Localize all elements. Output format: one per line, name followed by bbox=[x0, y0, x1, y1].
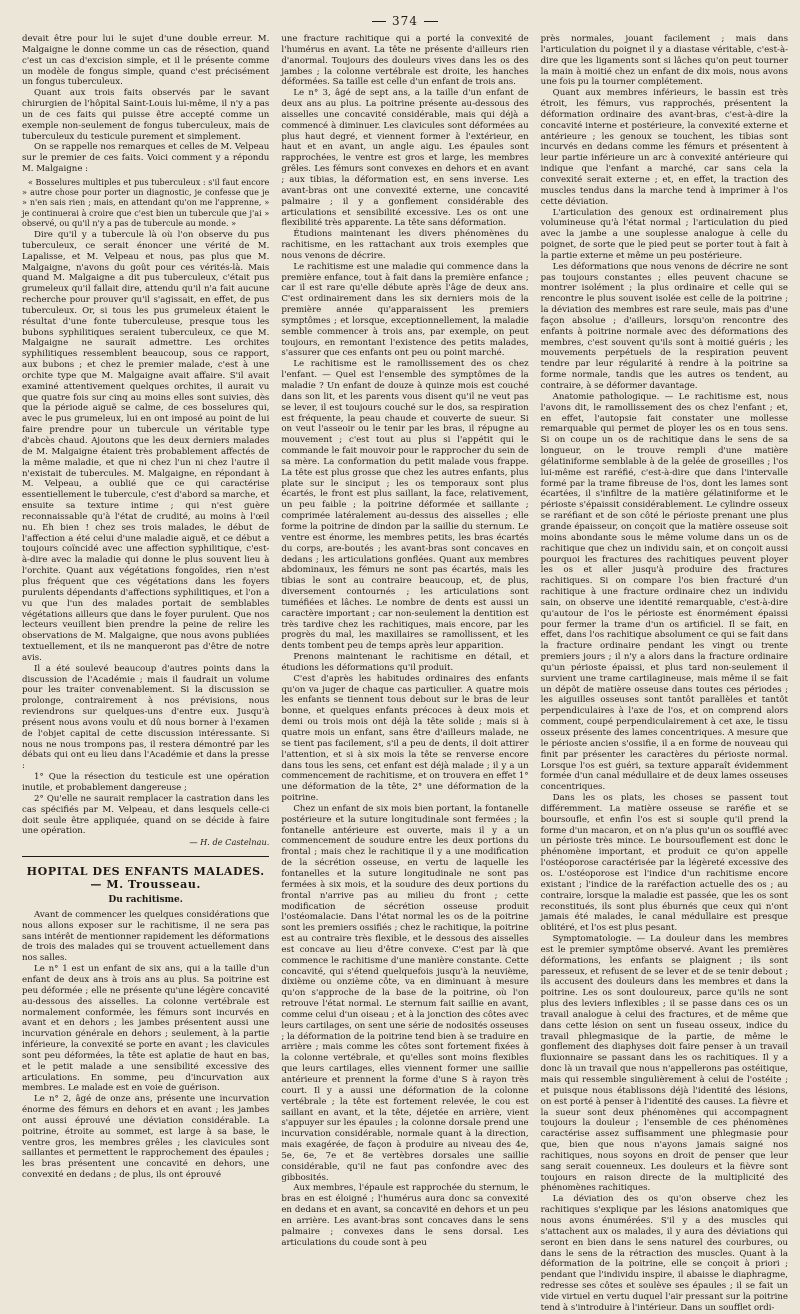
paragraph: Le rachitisme est le ramollissement des os chez l'enfant. — Quel est l'ensemble des symptômes de la maladie ? Un enfant de douze à quinze mois est couché dans son lit, et les parents vous disent qu'il ne veut pas se lever, il est toujours couché sur le dos, sa respiration est fréquente, la peau chaude et couverte de sueur. Si on veut l'asseoir ou le tenir par les bras, il répugne au mouvement ; c'est tout au plus si l'appétit qui le commande le fait mouvoir pour le rapprocher du sein de sa mère. La conformation du petit malade vous frappe. La tête est plus grosse que chez les autres enfants, plus plate sur le sinciput ; les os temporaux sont plus écartés, le front est plus saillant, la face, relativement, un peu faible ; la poitrine déformée et saillante ; comprimée latéralement au-dessus des aisselles ; elle forme la poitrine de dindon par la saillie du sternum. Le ventre est énorme, les membres petits, les bras écartés du corps, are-boutés ; les avant-bras sont concaves en dedans ; les articulations gonflées. Quant aux membres abdominaux, les fémurs ne sont pas écartés, mais les tibias le sont au contraire beaucoup, et, de plus, diversement contournés ; les articulations sont tuméfiées et lâches. Le nombre de dents est aussi un caractère important ; car non-seulement la dentition est très tardive chez les rachitiques, mais encore, par les progrès du mal, les maxillaires se ramollissent, et les dents tombent peu de temps après leur apparition. bbox=[281, 359, 529, 652]
paragraph: Dans les os plats, les choses se passent tout différemment. La matière osseuse se raréfie et se boursoufle, et enfin l'os est si souple qu'il prend la forme d'un macaron, et on n'a plus qu'un os soufflé avec un périoste très mince. Le boursouflement est donc le phénomène important, et produit ce qu'on appelle l'ostéoporose caractérisée par la légèreté excessive des os. L'ostéoporose est l'indice d'un rachitisme encore existant ; l'indice de la raréfaction actuelle des os ; au contraire, lorsque la maladie est passée, que les os sont reconstitués, ils sont plus éburnés que ceux qui n'ont jamais été malades, le canal médullaire est presque oblitéré, et l'os est plus pesant. bbox=[540, 793, 788, 934]
section-subtitle: Du rachitisme. bbox=[108, 895, 183, 906]
paragraph: Anatomie pathologique. — Le rachitisme est, nous l'avons dit, le ramollissement des os chez l'enfant ; et, en effet, l'autopsie fait constater une mollesse remarquable qui permet de ployer les os en tous sens. Si on coupe un os de rachitique dans le sens de sa longueur, on le trouve rempli d'une matière gélatiniforme semblable à de la gelée de groseilles ; l'os lui-même est raréfié, c'est-à-dire que dans l'intervalle formé par la trame fibreuse de l'os, dont les lames sont écartées, il s'infiltre de la matière gélatiniforme et le périoste s'épaissit considérablement. Le cylindre osseux se raréfiant et de son côté le périoste prenant une plus grande épaisseur, on conçoit que la matière osseuse soit moins abondante sous le même volume dans un os de rachitique que chez un individu sain, et on conçoit aussi pourquoi les fractures des rachitiques peuvent ployer les os et aller jusqu'à produire des fractures rachitiques. Si on compare l'os bien fracturé d'un rachitique à une fracture ordinaire chez un individu sain, on observe une identité remarquable, c'est-à-dire qu'autour de l'os le périoste est énormément épaissi pour fermer la trame d'un os artificiel. Il se fait, en effet, dans l'os rachitique absolument ce qui se fait dans la fracture ordinaire pendant les vingt ou trente premiers jours ; il n'y a alors dans la fracture ordinaire qu'un périoste épaissi, et plus tard non-seulement il survient une trame cartilagineuse, mais même il se fait un dépôt de matière osseuse dans toutes ces périodes ; les aiguilles osseuses sont tantôt parallèles et tantôt perpendiculaires à l'axe de l'os, et on comprend alors comment, coupé perpendiculairement à cet axe, le tissu osseux présente des lames concentriques. A mesure que le périoste ancien s'ossifie, il a en forme de nouveau qui finit par présenter les caractères du périoste normal. Lorsque l'os est guéri, sa texture apparaît évidemment formée d'un canal médullaire et de deux lames osseuses concentriques. bbox=[540, 391, 788, 793]
paragraph: Le n° 1 est un enfant de six ans, qui a la taille d'un enfant de deux ans à trois ans au plus. Sa poitrine est peu déformée ; elle ne présente qu'une légère concavité au-dessous des aisselles. La colonne vertébrale est normalement conformée, les fémurs sont incurvés en avant et en dehors ; les jambes présentent aussi une incurvation générale en dehors ; seulement, à la partie inférieure, la convexité se porte en avant ; les clavicules sont peu déformées, la tête est aplatie de haut en bas, et le petit malade a une sensibilité excessive des articulations. En somme, peu d'incurvation aux membres. Le malade est en voie de guérison. bbox=[22, 964, 270, 1094]
paragraph: Avant de commencer les quelques considérations que nous allons exposer sur le rachitisme, il ne sera pas sans intérêt de mentionner rapidement les déformations de trois des malades qui se trouvent actuellement dans nos salles. bbox=[22, 909, 270, 964]
paragraph: Chez un enfant de six mois bien portant, la fontanelle postérieure et la suture longitudinale sont fermées ; la fontanelle antérieure est ouverte, mais il y a un commencement de soudure entre les deux portions du frontal ; mais chez le rachitique il y a une modification de la sécrétion osseuse, en vertu de laquelle les fontanelles et la suture longitudinale ne sont pas fermées à six mois, et la soudure des deux portions du frontal n'arrive pas au milieu du front ; cette modification de sécrétion osseuse produit l'ostéomalacie. Dans l'état normal les os de la poitrine sont les premiers ossifiés ; chez le rachitique, la poitrine est au contraire très flexible, et le dessous des aisselles est concave au lieu d'être convexe. C'est par là que commence le rachitisme d'une manière constante. Cette concavité, qui s'étend quelquefois jusqu'à la neuvième, dixième ou onzième côte, va en diminuant à mesure qu'on s'approche de la base de la poitrine, où l'on retrouve l'état normal. Le sternum fait saillie en avant, comme celui d'un oiseau ; et à la jonction des côtes avec leurs cartilages, on sent une série de nodosités osseuses ; la déformation de la poitrine tend bien à se traduire en arrière ; mais comme les côtes sont fortement fixées à la colonne vertébrale, et qu'elles sont moins flexibles que leurs cartilages, elles viennent former une saillie antérieure et prennent la forme d'une S à rayon très court. Il y a aussi une déformation de la colonne vertébrale ; la tête est fortement relevée, le cou est saillant en avant, et la tête, déjetée en arrière, vient s'appuyer sur les épaules ; la colonne dorsale prend une incurvation considérable, normale quant à la direction, mais exagérée, de façon à produire au niveau des 4e, 5e, 6e, 7e et 8e vertèbres dorsales une saillie considérable, qu'il ne faut pas confondre avec des gibbosités. bbox=[281, 803, 529, 1183]
paragraph: Le n° 3, âgé de sept ans, a la taille d'un enfant de deux ans au plus. La poitrine présente au-dessous des aisselles une concavité considérable, mais qui déjà a commencé à diminuer. Les clavicules sont déformées au plus haut degré, et viennent former à l'extérieur, en haut et en avant, un angle aigu. Les épaules sont rapprochées, le ventre est gros et large, les membres grêles. Les fémurs sont convexes en dehors et en avant ; aux tibias, la déformation est, en sens inverse. Les avant-bras ont une convexité externe, une concavité palmaire ; il y a gonflement considérable des articulations et sensibilité excessive. Les os ont une flexibilité très apparente. La tête sans déformation. bbox=[281, 88, 529, 229]
columns bbox=[22, 34, 788, 1313]
paragraph: 2° Qu'elle ne saurait remplacer la castration dans les cas spécifiés par M. Velpeau, et dans lesquels celle-ci doit seule être appliquée, quand on se décide à faire une opération. bbox=[22, 793, 270, 837]
paragraph: devait être pour lui le sujet d'une double erreur. M. Malgaigne le donne comme un cas de résection, quand c'est un cas d'excision simple, et il le présente comme un modèle de fongus simple, quand c'est précisément un fongus tuberculeux. bbox=[22, 34, 270, 88]
quotation-text: « Bosselures multiples et pus tuberculeux : s'il faut encore » autre chose pour porter un diagnostic, je confesse que je » n'en sais rien ; mais, en attendant qu'on me l'apprenne, » je continuerai à croire que c'est bien un tubercule que j'ai » observé, ou qu'il n'y a pas de tubercule au monde. » bbox=[22, 176, 270, 228]
paragraph: Il a été soulevé beaucoup d'autres points dans la discussion de l'Académie ; mais il faudrait un volume pour les traiter convenablement. Si la discussion se prolonge, contrairement à nos prévisions, nous reviendrons sur quelques-uns d'entre eux. Jusqu'à présent nous avons voulu et dû nous borner à l'examen de l'objet capital de cette discussion intéressante. Si nous ne nous trompons pas, il restera démontré par les débats qui ont eu lieu dans l'Académie et dans la presse : bbox=[22, 663, 270, 772]
author-signature: — H. de Castelnau. bbox=[189, 837, 270, 848]
paragraph: Symptomatologie. — La douleur dans les membres est le premier symptôme observé. Avant les premières déformations, les enfants se plaignent ; ils sont paresseux, et refusent de se lever et de se tenir debout ; ils accusent des douleurs dans les membres et dans la poitrine. Les os sont douloureux, parce qu'ils ne sont plus des leviers inflexibles ; il se passe dans ces os un travail analogue à celui des fractures, et de même que dans cette lésion on sent un fuseau osseux, indice du travail phlegmasique de la partie, de même le gonflement des diaphyses doit faire penser à un travail fluxionnaire se passant dans les os rachitiques. Il y a donc là un travail que nous n'appellerons pas ostéitique, mais qui ressemble singulièrement à celui de l'ostéite ; et puisque nous établissons déjà l'identité des lésions, on est porté à penser à l'identité des causes. La fièvre et la sueur sont deux phénomènes qui accompagnent toujours la douleur ; l'ensemble de ces phénomènes caractérise assez suffisamment une phlegmasie pour que, bien que nous n'ayons jamais saigné nos rachitiques, nous soyons en droit de penser que leur sang serait couenneux. Les douleurs et la fièvre sont toujours en raison directe de la multiplicité des phénomènes rachitiques. bbox=[540, 934, 788, 1194]
column-3 bbox=[540, 34, 788, 1313]
paragraph: Le n° 2, âgé de onze ans, présente une incurvation énorme des fémurs en dehors et en avant ; les jambes ont aussi éprouvé une déviation considérable. La poitrine, étroite au sommet, est large à sa base, le ventre gros, les membres grêles ; les clavicules sont saillantes et permettent le rapprochement des épaules ; les bras présentent une concavité en dehors, une convexité en dedans ; de plus, ils ont éprouvé bbox=[22, 1094, 270, 1181]
quotation bbox=[22, 177, 269, 228]
section-title: HOPITAL DES ENFANTS MALADES. — M. Trousseau. bbox=[26, 865, 265, 892]
column-1 bbox=[22, 34, 270, 1181]
paragraph: Quant aux membres inférieurs, le bassin est très étroit, les fémurs, vus rapprochés, présentent la déformation ordinaire des avant-bras, c'est-à-dire la concavité interne et postérieure, la convexité externe et antérieure ; les genoux se touchent, les tibias sont incurvés en dedans comme les fémurs et présentent à leur partie inférieure un arc à convexité antérieure qui indique que l'enfant a marché, car sans cela la convexité serait externe ; et, en effet, la traction des muscles tendus dans la marche tend à imprimer à l'os cette déviation. bbox=[540, 88, 788, 207]
paragraph: La déviation des os qu'on observe chez les rachitiques s'explique par les lésions anatomiques que nous avons énumérées. S'il y a des muscles qui s'attachent aux os malades, il y aura des déviations qui seront en bien dans le sens naturel des courbures, ou dans le sens de la rétraction des muscles. Quant à la déformation de la poitrine, elle se conçoit à priori ; pendant que l'individu inspire, il abaisse le diaphragme, redresse ses côtes et soulève ses épaules ; il se fait un vide virtuel en vertu duquel l'air pressant sur la poitrine tend à s'introduire à l'intérieur. Dans un soufflet ordi- bbox=[540, 1194, 788, 1313]
paragraph: L'articulation des genoux est ordinairement plus volumineuse qu'à l'état normal ; l'articulation du pied avec la jambe a une souplesse analogue à celle du poignet, de sorte que le pied peut se porter tout à fait à la partie externe et même un peu postérieure. bbox=[540, 207, 788, 261]
paragraph: Quant aux trois faits observés par le savant chirurgien de l'hôpital Saint-Louis lui-même, il n'y a pas un de ces faits qui puisse être accepté comme un exemple non-seulement de fongus tuberculeux, mais de tuberculeux du testicule purement et simplement. bbox=[22, 88, 270, 142]
paragraph: On se rappelle nos remarques et celles de M. Velpeau sur le premier de ces faits. Voici comment y a répondu M. Malgaigne : bbox=[22, 142, 270, 175]
page-number: 374 bbox=[22, 14, 788, 28]
paragraph: près normales, jouant facilement ; mais dans l'articulation du poignet il y a diastase véritable, c'est-à-dire que les ligaments sont si lâches qu'on peut tourner la main à moitié chez un enfant de dix mois, nous avons une fois pu la tourner complétement. bbox=[540, 34, 788, 88]
paragraph: Étudions maintenant les divers phénomènes du rachitisme, en les rattachant aux trois exemples que nous venons de décrire. bbox=[281, 229, 529, 261]
paragraph: C'est d'après les habitudes ordinaires des enfants qu'on va juger de chaque cas particulier. A quatre mois les enfants se tiennent tous debout sur le bras de leur bonne, et quelques enfants précoces à deux mois et demi ou trois mois ont déjà la tête solide ; mais si à quatre mois un enfant, sans être d'ailleurs malade, ne se tient pas facilement, s'il a peu de dents, il doit attirer l'attention, et si à six mois la tête se renverse encore dans tous les sens, cet enfant est déjà malade ; il y a un commencement de rachitisme, et on trouvera en effet 1° une déformation de la tête, 2° une déformation de la poitrine. bbox=[281, 673, 529, 804]
paragraph: 1° Que la résection du testicule est une opération inutile, et probablement dangereuse ; bbox=[22, 772, 270, 794]
column-2 bbox=[281, 34, 529, 1248]
paragraph: une fracture rachitique qui a porté la convexité de l'humérus en avant. La tête ne présente d'ailleurs rien d'anormal. Toujours des douleurs vives dans les os des jambes ; la colonne vertébrale est droite, les hanches déformées. Sa taille est celle d'un enfant de trois ans. bbox=[281, 34, 529, 88]
paragraph: Le rachitisme est une maladie qui commence dans la première enfance, tout à fait dans la première enfance ; car il est rare qu'elle débute après l'âge de deux ans. C'est ordinairement dans les six derniers mois de la première année qu'apparaissent les premiers symptômes ; et lorsque, exceptionnellement, la maladie semble commencer à trois ans, par exemple, on peut toujours, en remontant l'existence des petits malades, s'assurer que ces enfants ont peu ou point marché. bbox=[281, 261, 529, 359]
paragraph: Les déformations que nous venons de décrire ne sont pas toujours constantes ; elles peuvent chacune se montrer isolément ; la plus ordinaire et celle qui se rencontre le plus souvent isolée est celle de la poitrine ; la déviation des membres est rare seule, mais pas d'une façon absolue ; d'ailleurs, lorsqu'on rencontre des enfants à poitrine normale avec des déformations des membres, c'est souvent qu'ils sont à moitié guéris ; les mouvements perpétuels de la respiration peuvent tendre par leur régularité à rendre à la poitrine sa forme normale, tandis que les autres os tendent, au contraire, à se déformer davantage. bbox=[540, 261, 788, 391]
section-divider bbox=[22, 856, 269, 857]
paragraph: Aux membres, l'épaule est rapprochée du sternum, le bras en est éloigné ; l'humérus aura donc sa convexité en dedans et en avant, sa concavité en dehors et un peu en arrière. Les avant-bras sont concaves dans le sens palmaire ; convexes dans le sens dorsal. Les articulations du coude sont à peu bbox=[281, 1183, 529, 1248]
paragraph: Prenons maintenant le rachitisme en détail, et étudions les déformations qu'il produit. bbox=[281, 652, 529, 673]
paragraph: Dire qu'il y a tubercule là où l'on observe du pus tuberculeux, ce serait énoncer une vérité de M. Lapalisse, et M. Velpeau et nous, pas plus que M. Malgaigne, n'avons du goût pour ces vérités-là. Mais quand M. Malgaigne a dit pus tuberculeux, c'était pus grumeleux qu'il fallait dire, attendu qu'il n'a fait aucune recherche pour prouver qu'il s'agissait, en effet, de pus tuberculeux. Or, si tous les pus grumeleux étaient le résultat d'une fonte tuberculeuse, presque tous les bubons syphilitiques seraient tuberculeux, ce que M. Malgaigne ne saurait admettre. Les orchites syphilitiques ressemblent beaucoup, sous ce rapport, aux bubons ; et chez le premier malade, c'est à une orchite type que M. Malgaigne avait affaire. S'il avait examiné attentivement quelques orchites, il aurait vu que quatre fois sur cinq au moins elles sont suivies, dès que la période aiguë se calme, de ces bosselures qui, avec le pus grumeleux, lui en ont imposé au point de lui faire prendre pour un tubercule un véritable type d'abcès chaud. Ajoutons que les deux derniers malades de M. Malgaigne étaient très probablement affectés de la même maladie, et que ni chez l'un ni chez l'autre il n'existait de tubercules. M. Malgaigne, en répondant à M. Velpeau, a oublié que ce qui caractérise essentiellement le tubercule, c'est d'abord sa marche, et ensuite sa texture intime ; qui n'est guère reconnaissable qu'à l'état de crudité, au moins à l'œil nu. Eh bien ! chez ses trois malades, le début de l'affection a été celui d'une maladie aiguë, et ce début a toujours coïncidé avec une affection syphilitique, c'est-à-dire avec la maladie qui donne le plus souvent lieu à l'orchite. Quant aux végétations fongoïdes, rien n'est plus fréquent que ces végétations dans les foyers purulents dépendants d'affections syphilitiques, et l'on a vu que l'un des malades portait de semblables végétations ailleurs que dans le foyer purulent. Que nos lecteurs veuillent bien prendre la peine de relire les observations de M. Malgaigne, que nous avons publiées textuellement, et ils ne manqueront pas d'être de notre avis. bbox=[22, 229, 270, 663]
